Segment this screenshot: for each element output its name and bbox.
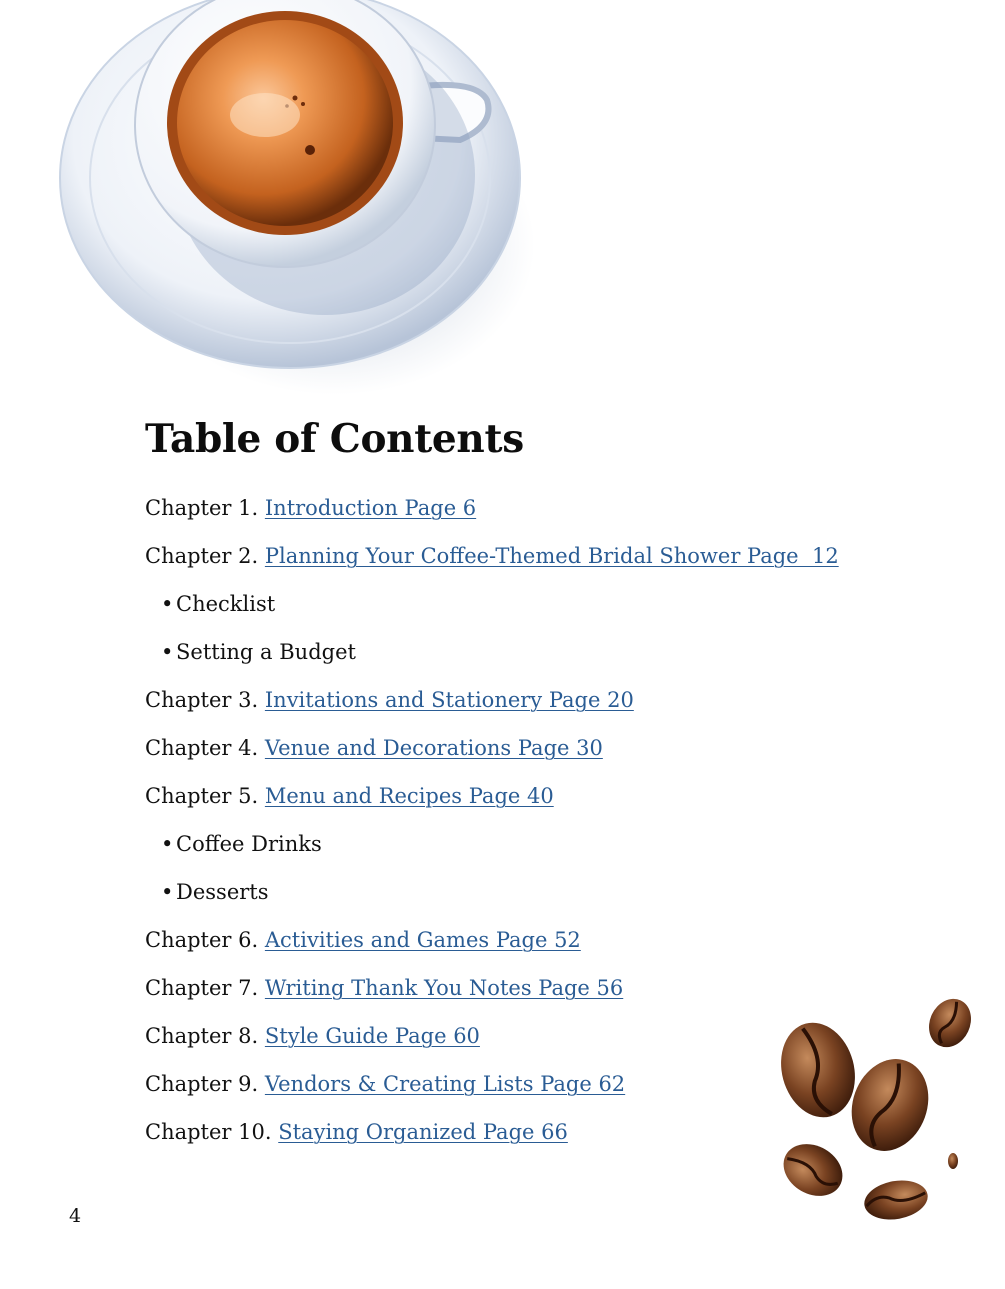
chapter-prefix: Chapter 7. (145, 976, 259, 1000)
coffee-bean (948, 1153, 958, 1169)
chapter-link-thank-you[interactable]: Writing Thank You Notes Page 56 (264, 976, 624, 1000)
toc-subitem-budget (145, 634, 905, 682)
coffee-bean (861, 1176, 931, 1225)
chapter-link-venue[interactable]: Venue and Decorations Page 30 (264, 736, 603, 760)
chapter-link-vendors[interactable]: Vendors & Creating Lists Page 62 (264, 1072, 626, 1096)
chapter-prefix: Chapter 3. (145, 688, 259, 712)
page-number: 4 (69, 1205, 82, 1227)
bullet-icon: • (161, 832, 174, 856)
subitem-label: Desserts (176, 880, 269, 904)
chapter-link-activities[interactable]: Activities and Games Page 52 (264, 928, 581, 952)
toc-subitem-coffee-drinks (145, 826, 905, 874)
chapter-link-introduction[interactable]: Introduction Page 6 (264, 496, 477, 520)
chapter-link-planning[interactable]: Planning Your Coffee-Themed Bridal Shower Page 12 (264, 544, 839, 568)
toc-chapter-1 (145, 490, 905, 538)
chapter-prefix: Chapter 9. (145, 1072, 259, 1096)
toc-chapter-3 (145, 682, 905, 730)
subitem-label: Checklist (176, 592, 276, 616)
espresso-cup-illustration (55, 0, 535, 400)
crema-bubble (305, 145, 315, 155)
toc-chapter-5 (145, 778, 905, 826)
coffee-bean (839, 1048, 941, 1162)
chapter-link-style-guide[interactable]: Style Guide Page 60 (264, 1024, 480, 1048)
chapter-prefix: Chapter 2. (145, 544, 259, 568)
coffee-beans-illustration (770, 960, 1005, 1240)
chapter-prefix: Chapter 6. (145, 928, 259, 952)
crema-bubble (301, 102, 305, 106)
chapter-prefix: Chapter 5. (145, 784, 259, 808)
chapter-link-staying-organized[interactable]: Staying Organized Page 66 (278, 1120, 568, 1144)
bullet-icon: • (161, 880, 174, 904)
toc-subitem-desserts (145, 874, 905, 922)
chapter-link-invitations[interactable]: Invitations and Stationery Page 20 (264, 688, 634, 712)
crema-bubble (293, 96, 298, 101)
chapter-prefix: Chapter 1. (145, 496, 259, 520)
crema-highlight (230, 93, 300, 137)
subitem-label: Coffee Drinks (176, 832, 322, 856)
bullet-icon: • (161, 640, 174, 664)
chapter-prefix: Chapter 4. (145, 736, 259, 760)
toc-title: Table of Contents (145, 416, 524, 462)
subitem-label: Setting a Budget (176, 640, 356, 664)
chapter-link-menu[interactable]: Menu and Recipes Page 40 (264, 784, 554, 808)
coffee-bean (921, 992, 978, 1054)
toc-subitem-checklist (145, 586, 905, 634)
toc-chapter-4 (145, 730, 905, 778)
coffee-bean (771, 1014, 865, 1125)
toc-chapter-2 (145, 538, 905, 586)
bullet-icon: • (161, 592, 174, 616)
chapter-prefix: Chapter 8. (145, 1024, 259, 1048)
coffee-bean (774, 1134, 852, 1207)
chapter-prefix: Chapter 10. (145, 1120, 272, 1144)
